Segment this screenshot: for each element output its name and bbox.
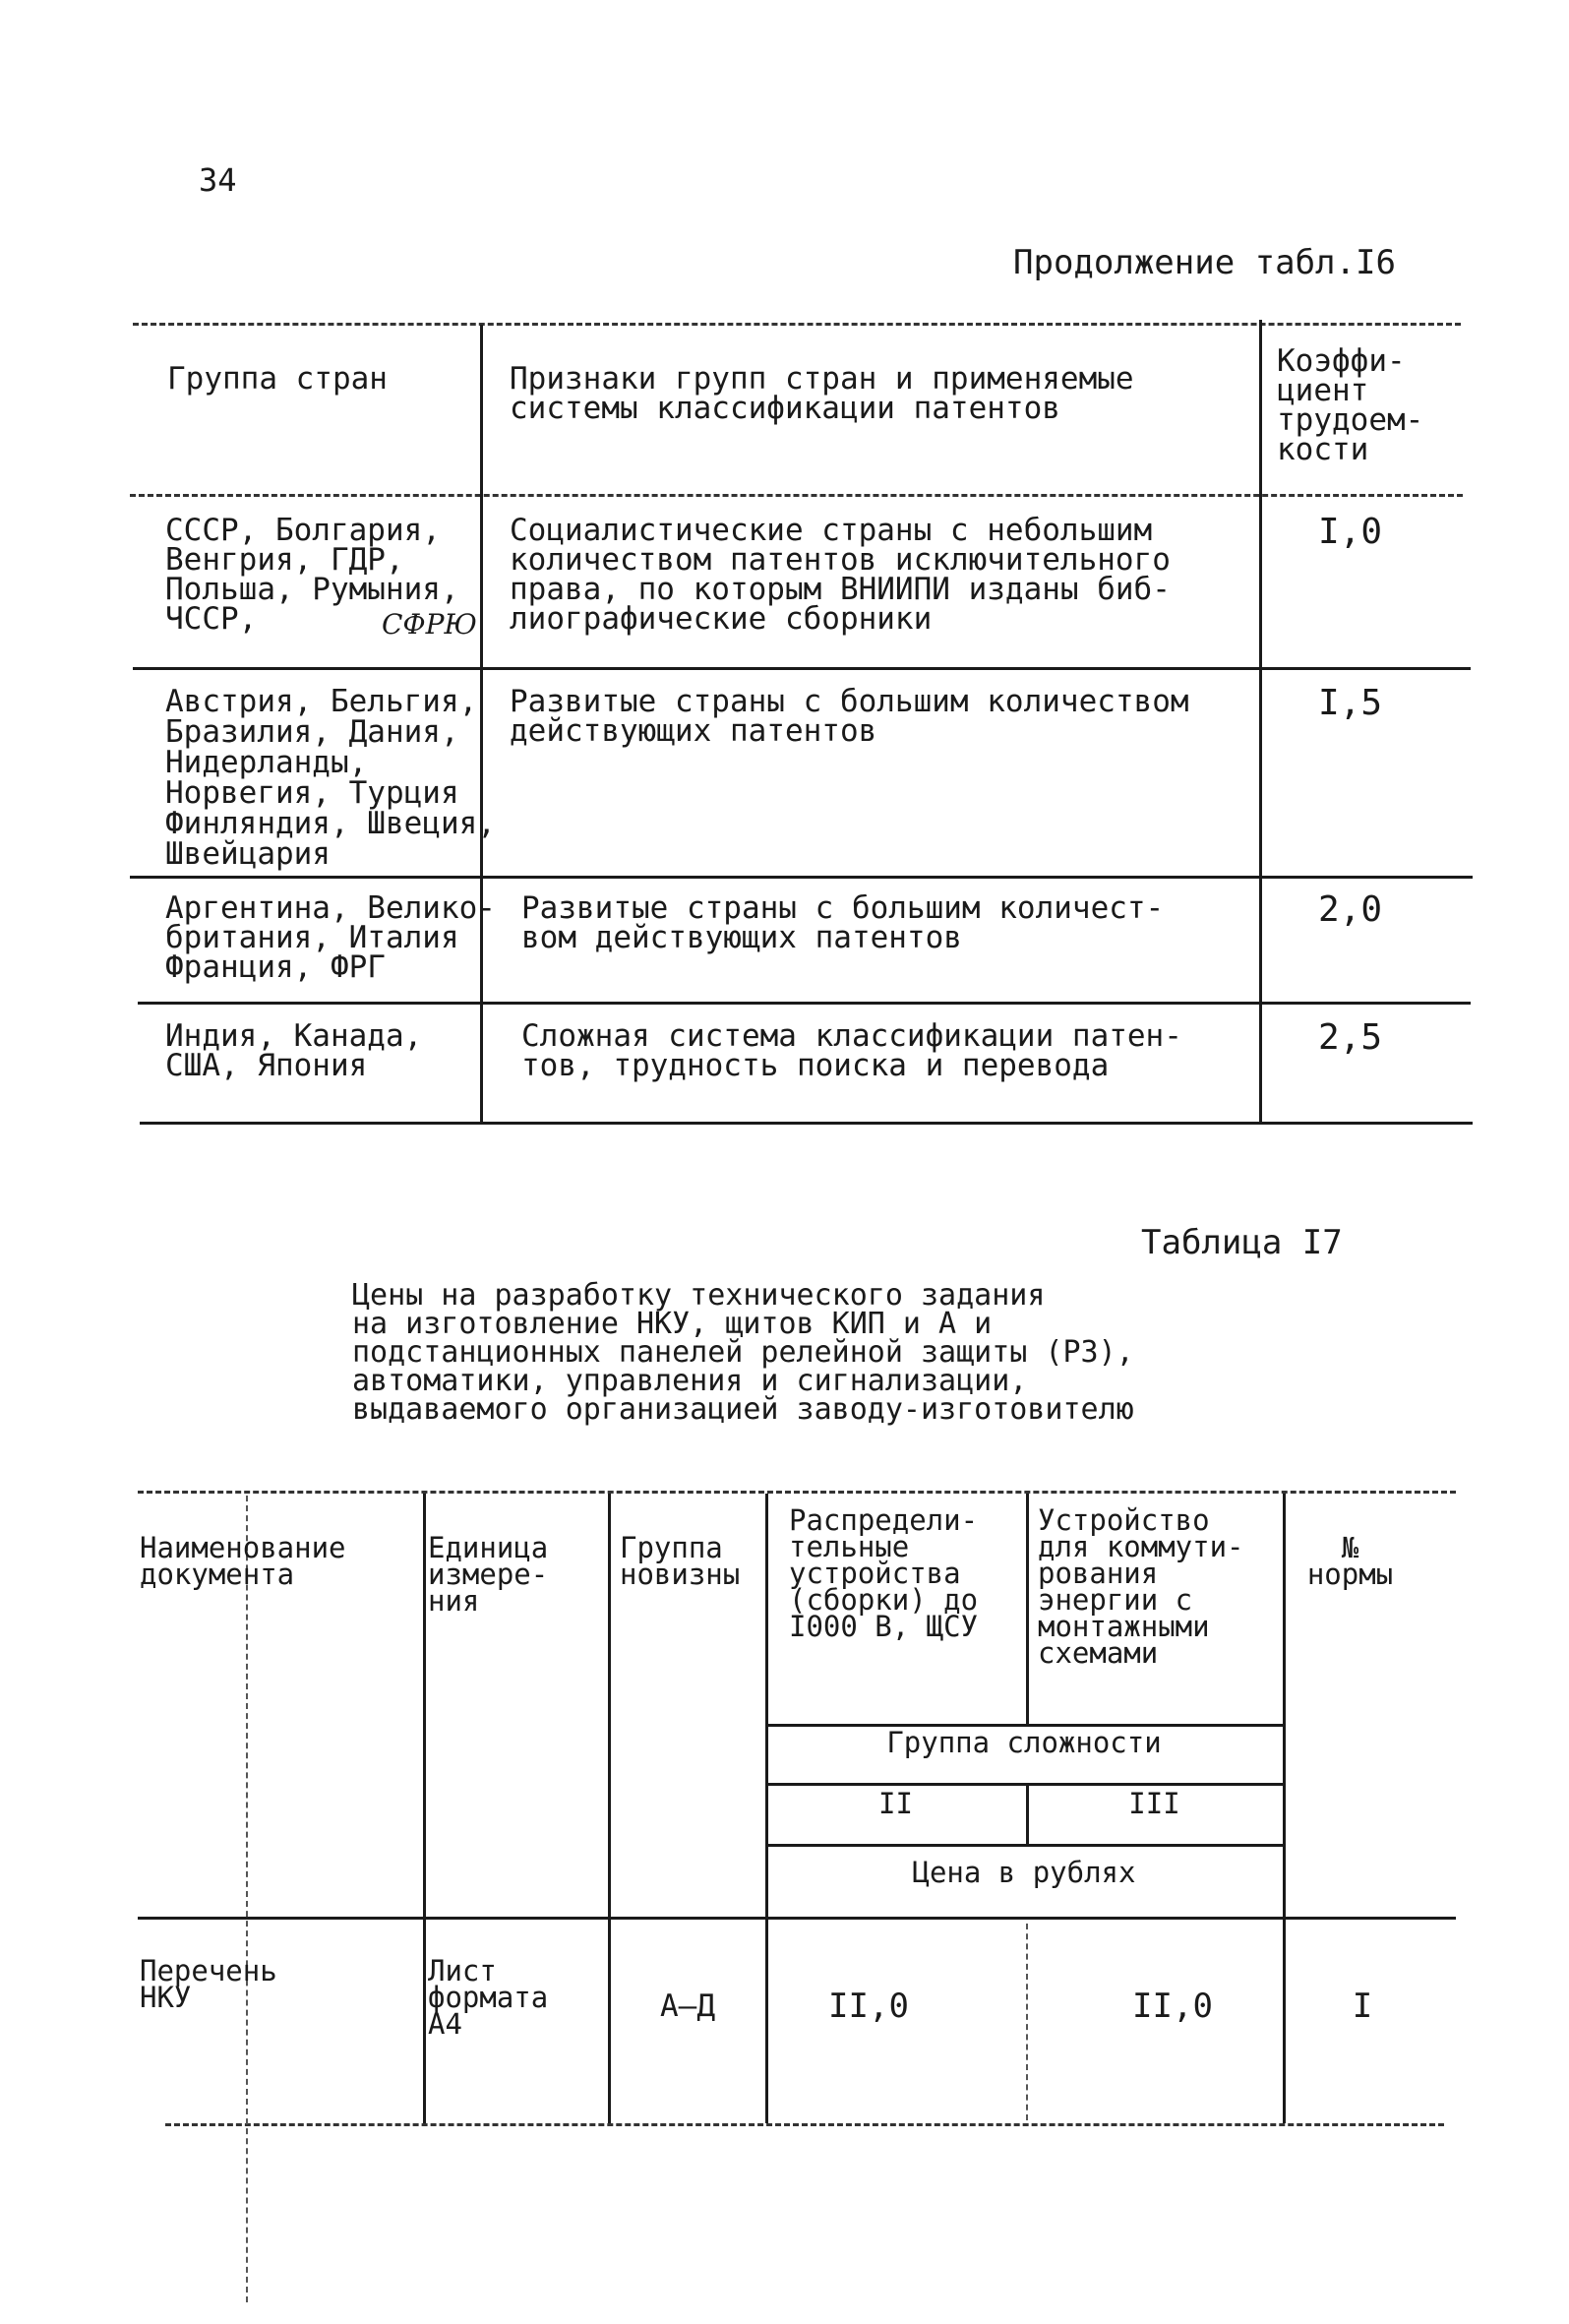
table17-header-bottom-rule [138,1917,1456,1920]
table16-col-divider-2 [1259,320,1262,1122]
table17-label: Таблица I7 [1141,1223,1343,1262]
table16-row1-features: Социалистические страны с небольшим количеством патентов исключительного права, по которым ВНИИПИ изданы биб- лиографические сборники [510,513,1171,637]
table17-caption: Цены на разработку технического задания на изготовление НКУ, щитов КИП и А и подстанционных панелей релейной защиты (РЗ), автоматики, управления и сигнализации, выдаваемого организацией заводу-изготовителю [352,1278,1134,1427]
table17-row1-norm: I [1352,1987,1373,2026]
table16-bottom-rule [140,1122,1473,1125]
table17-header-group-iii: III [1128,1787,1180,1820]
table17-col-divider-4 [1026,1494,1029,1724]
table17-row1-novelty: А–Д [660,1988,715,2024]
table17-header-norm: № нормы [1306,1531,1394,1591]
table17-price-rule [765,1844,1283,1847]
table17-header-switching: Устройство для коммути- рования энергии с монтажными схемами [1038,1503,1244,1670]
table16-row4-features: Сложная система классификации патен- тов, трудность поиска и перевода [521,1018,1182,1083]
table17-top-rule [138,1491,1456,1494]
table16-row1-rule [133,667,1471,670]
table17-row1-switching: II,0 [1132,1987,1213,2026]
table16-header-features: Признаки групп стран и применяемые системы классификации патентов [510,361,1134,426]
table16-continuation-title: Продолжение табл.I6 [1013,243,1396,282]
table16-row3-rule [138,1002,1471,1005]
table16-row1-handwritten-note: СФРЮ [382,608,477,641]
table16-row1-coef: I,0 [1318,512,1383,552]
table16-row3-countries: Аргентина, Велико- британия, Италия Франция, ФРГ [165,890,496,985]
table17-col-divider-5 [1283,1494,1286,2123]
table16-header-rule [130,494,1463,497]
table17-bottom-rule [165,2123,1444,2126]
table16-row2-coef: I,5 [1318,683,1383,723]
table17-row1-unit: Лист формата А4 [428,1954,549,2041]
table16-row3-features: Развитые страны с большим количест- вом действующих патентов [521,890,1165,955]
table17-header-complexity-group: Группа сложности [886,1726,1162,1759]
table17-header-doc-name: Наименование документа [140,1531,346,1591]
table16-header-coef: Коэффи- циент трудоем- кости [1277,343,1424,467]
page-number: 34 [199,161,237,199]
table16-row1-countries: СССР, Болгария, Венгрия, ГДР, Польша, Румыния, ЧССР, [165,513,459,637]
table17-left-trace [246,1496,248,2302]
table16-row4-coef: 2,5 [1318,1017,1383,1058]
table17-row1-doc-name: Перечень НКУ [140,1954,277,2014]
table17-header-novelty: Группа новизны [620,1531,741,1591]
table16-header-group: Группа стран [167,361,388,397]
table17-col-divider-2 [608,1494,611,2123]
table16-row2-features: Развитые страны с большим количеством действующих патентов [510,684,1189,749]
table17-header-distrib: Распредели- тельные устройства (сборки) до I000 В, ЩСУ [789,1503,979,1643]
table17-col-divider-4c [1026,1924,1028,2120]
table16-row4-countries: Индия, Канада, США, Япония [165,1018,423,1083]
table16-row2-rule [130,876,1473,879]
table17-subgroup-rule [765,1783,1283,1786]
table17-row1-distrib: II,0 [828,1987,909,2026]
table16-row2-countries: Австрия, Бельгия, Бразилия, Дания, Нидерланды, Норвегия, Турция Финляндия, Швеция, Швейцария [165,684,496,872]
table17-header-unit: Единица измере- ния [428,1531,549,1618]
table16-row3-coef: 2,0 [1318,889,1383,930]
table17-header-group-ii: II [878,1787,913,1820]
table17-header-price: Цена в рублях [912,1856,1136,1889]
table17-col-divider-1 [423,1494,426,2123]
